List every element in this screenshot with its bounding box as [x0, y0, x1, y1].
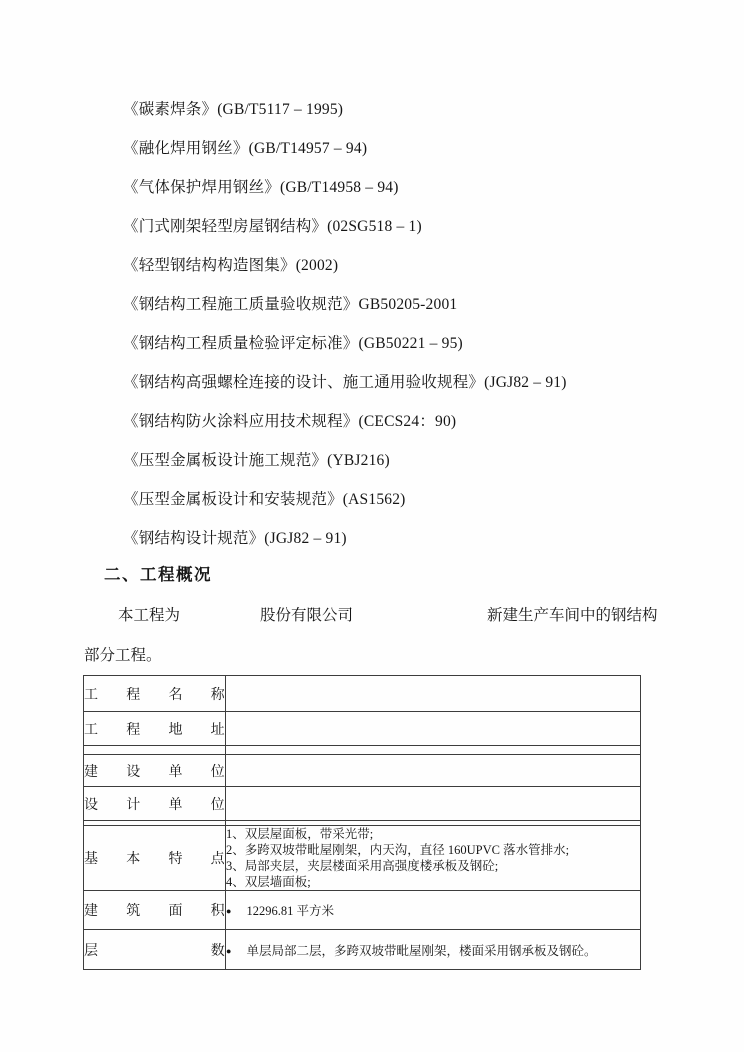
row-label: 建 设 单 位 — [84, 764, 225, 780]
intro-paragraph-line1 — [118, 606, 658, 626]
table-row-project-name — [84, 676, 641, 712]
feature-line: 4、双层墙面板; — [226, 875, 311, 889]
row-value-cell — [226, 755, 641, 787]
standard-item: 《门式刚架轻型房屋钢结构》(02SG518 – 1) — [123, 218, 422, 235]
row-value-cell — [226, 676, 641, 712]
feature-line: 2、多跨双坡带毗屋刚架，内天沟，直径 160UPVC 落水管排水; — [226, 843, 570, 857]
feature-line: 3、局部夹层，夹层楼面采用高强度楼承板及钢砼; — [226, 859, 499, 873]
table-row-storeys — [84, 930, 641, 970]
row-label: 工 程 地 址 — [84, 722, 225, 738]
intro-text-part3: 新建生产车间中的钢结构 — [487, 607, 658, 624]
spacer-cell — [84, 746, 226, 755]
row-value-text: 12296.81 平方米 — [246, 904, 334, 918]
row-label: 基 本 特 点 — [84, 852, 225, 867]
standard-item: 《钢结构防火涂料应用技术规程》(CECS24：90) — [123, 413, 457, 430]
project-info-table — [83, 675, 641, 970]
row-label: 建 筑 面 积 — [84, 904, 225, 919]
row-label: 设 计 单 位 — [84, 797, 225, 813]
bullet-icon: ● — [226, 906, 232, 916]
standard-item: 《钢结构工程施工质量验收规范》GB50205-2001 — [123, 296, 458, 313]
row-label-cell — [84, 787, 226, 821]
bullet-icon: ● — [226, 945, 232, 956]
row-value-cell — [226, 826, 641, 891]
standard-item: 《钢结构高强螺栓连接的设计、施工通用验收规程》(JGJ82 – 91) — [123, 374, 567, 391]
row-label-cell — [84, 755, 226, 787]
row-label-cell — [84, 891, 226, 930]
intro-text-part2: 股份有限公司 — [260, 607, 354, 624]
standard-item: 《融化焊用钢丝》(GB/T14957 – 94) — [123, 140, 368, 157]
intro-text-part1: 本工程为 — [118, 607, 181, 624]
feature-line: 1、双层屋面板，带采光带; — [226, 827, 374, 841]
row-value-cell — [226, 891, 641, 930]
row-label-cell — [84, 930, 226, 970]
standard-item: 《钢结构工程质量检验评定标准》(GB50221 – 95) — [123, 335, 463, 352]
standard-item: 《钢结构设计规范》(JGJ82 – 91) — [123, 530, 347, 547]
row-value-cell — [226, 712, 641, 746]
row-label-cell — [84, 712, 226, 746]
table-row-design-unit — [84, 787, 641, 821]
table-row-basic-features — [84, 826, 641, 891]
row-label: 层 数 — [84, 943, 225, 959]
row-label-cell — [84, 826, 226, 891]
table-spacer-row — [84, 746, 641, 755]
standard-item: 《轻型钢结构构造图集》(2002) — [123, 257, 339, 274]
row-label-cell — [84, 676, 226, 712]
table-row-building-area — [84, 891, 641, 930]
table-row-construction-unit — [84, 755, 641, 787]
standards-list — [123, 90, 567, 558]
standard-item: 《压型金属板设计施工规范》(YBJ216) — [123, 452, 390, 469]
table-row-project-address — [84, 712, 641, 746]
row-value-cell — [226, 787, 641, 821]
standard-item: 《碳素焊条》(GB/T5117 – 1995) — [123, 101, 344, 118]
spacer-cell — [226, 746, 641, 755]
row-value-text: 单层局部二层，多跨双坡带毗屋刚架，楼面采用钢承板及钢砼。 — [246, 943, 597, 958]
section-heading: 二、工程概况 — [104, 566, 212, 584]
intro-paragraph-line2: 部分工程。 — [84, 647, 162, 664]
standard-item: 《气体保护焊用钢丝》(GB/T14958 – 94) — [123, 179, 399, 196]
row-label: 工 程 名 称 — [84, 687, 225, 703]
row-value-cell — [226, 930, 641, 970]
standard-item: 《压型金属板设计和安装规范》(AS1562) — [123, 491, 406, 508]
